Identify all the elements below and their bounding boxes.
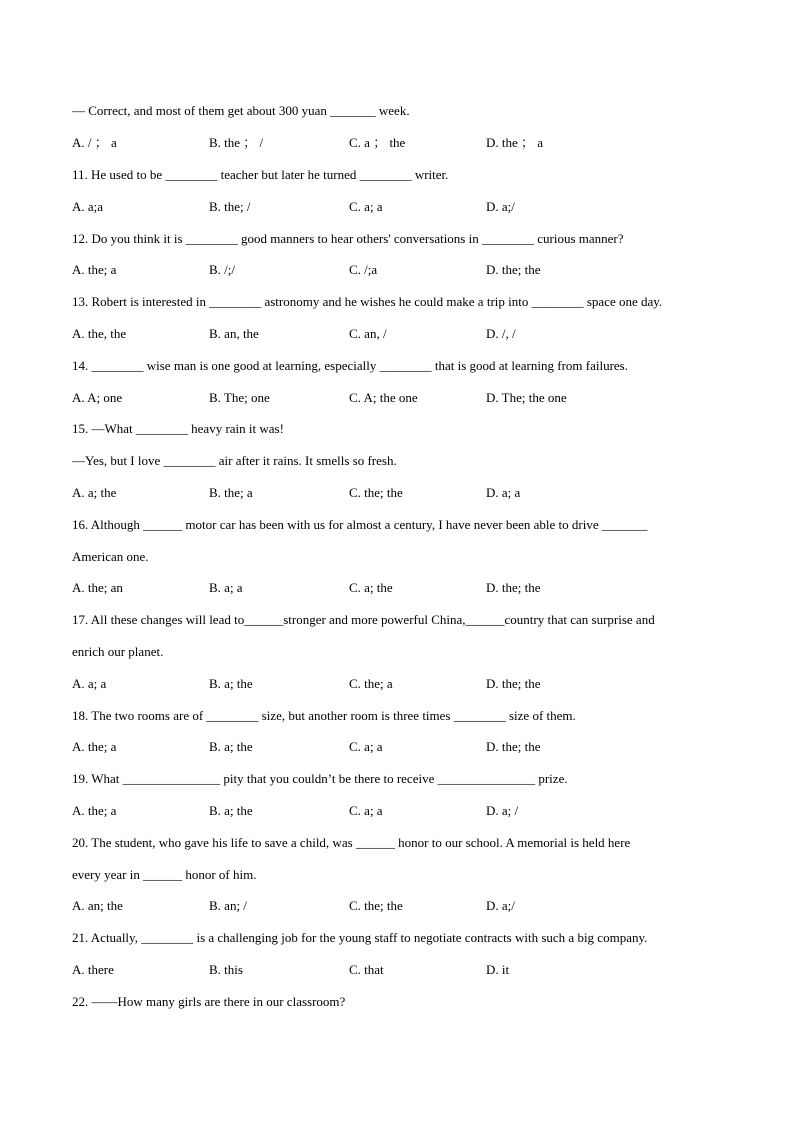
question-13-options xyxy=(72,326,752,342)
question-15-option-b: B. the; a xyxy=(209,485,253,500)
question-18-option-b: B. a; the xyxy=(209,739,253,754)
question-10-option-a: A. / ； a xyxy=(72,135,117,150)
question-21-options xyxy=(72,962,752,978)
question-13-option-d: D. /, / xyxy=(486,326,516,341)
question-10-option-b: B. the ； / xyxy=(209,135,264,150)
question-13-option-a: A. the, the xyxy=(72,326,127,341)
question-17-option-d: D. the; the xyxy=(486,676,541,691)
question-12-option-d: D. the; the xyxy=(486,262,541,277)
question-18-option-a: A. the; a xyxy=(72,739,117,754)
question-17-option-c: C. the; a xyxy=(349,676,393,691)
question-18-options xyxy=(72,739,752,755)
question-16-option-c: C. a; the xyxy=(349,580,393,595)
question-17-option-b: B. a; the xyxy=(209,676,253,691)
question-21-option-c: C. that xyxy=(349,962,384,977)
question-20-line-2: every year in ______ honor of him. xyxy=(72,867,257,882)
question-15-option-a: A. a; the xyxy=(72,485,117,500)
question-16-option-b: B. a; a xyxy=(209,580,243,595)
question-12-line-1: 12. Do you think it is ________ good manners to hear others' conversations in ________ curious manner? xyxy=(72,231,624,246)
question-15-option-c: C. the; the xyxy=(349,485,403,500)
question-19-options xyxy=(72,803,752,819)
question-22-line-1: 22. ——How many girls are there in our classroom? xyxy=(72,994,346,1009)
question-14-options xyxy=(72,390,752,406)
question-10-line-1: — Correct, and most of them get about 300 yuan _______ week. xyxy=(72,103,410,118)
question-19-option-c: C. a; a xyxy=(349,803,383,818)
question-18-option-c: C. a; a xyxy=(349,739,383,754)
question-17-line-1: 17. All these changes will lead to______stronger and more powerful China,______country that can surprise and xyxy=(72,612,655,627)
question-20-line-1: 20. The student, who gave his life to save a child, was ______ honor to our school. A memorial is held here xyxy=(72,835,631,850)
question-12-option-b: B. /;/ xyxy=(209,262,236,277)
question-21-line-1: 21. Actually, ________ is a challenging job for the young staff to negotiate contracts with such a big company. xyxy=(72,930,648,945)
question-11-option-d: D. a;/ xyxy=(486,199,515,214)
question-14-line-1: 14. ________ wise man is one good at learning, especially ________ that is good at learning from failures. xyxy=(72,358,628,373)
question-11-option-c: C. a; a xyxy=(349,199,383,214)
question-20-option-a: A. an; the xyxy=(72,898,123,913)
question-19-option-d: D. a; / xyxy=(486,803,519,818)
question-20-option-b: B. an; / xyxy=(209,898,247,913)
question-19-line-1: 19. What _______________ pity that you couldn’t be there to receive _______________ prize. xyxy=(72,771,568,786)
question-21-option-a: A. there xyxy=(72,962,114,977)
question-16-option-a: A. the; an xyxy=(72,580,123,595)
question-17-line-2: enrich our planet. xyxy=(72,644,164,659)
question-18-option-d: D. the; the xyxy=(486,739,541,754)
question-13-option-c: C. an, / xyxy=(349,326,387,341)
question-14-option-b: B. The; one xyxy=(209,390,270,405)
question-20-options xyxy=(72,898,752,914)
question-16-line-2: American one. xyxy=(72,549,149,564)
question-18-line-1: 18. The two rooms are of ________ size, but another room is three times ________ size of them. xyxy=(72,708,576,723)
question-15-line-2: —Yes, but I love ________ air after it rains. It smells so fresh. xyxy=(72,453,397,468)
question-11-options xyxy=(72,199,752,215)
question-10-option-c: C. a ； the xyxy=(349,135,406,150)
question-15-options xyxy=(72,485,752,501)
question-11-line-1: 11. He used to be ________ teacher but later he turned ________ writer. xyxy=(72,167,449,182)
question-11-option-b: B. the; / xyxy=(209,199,251,214)
question-16-option-d: D. the; the xyxy=(486,580,541,595)
question-10-options xyxy=(72,135,752,151)
question-14-option-a: A. A; one xyxy=(72,390,123,405)
question-20-option-d: D. a;/ xyxy=(486,898,515,913)
question-10-option-d: D. the ； a xyxy=(486,135,544,150)
question-15-line-1: 15. —What ________ heavy rain it was! xyxy=(72,421,284,436)
question-17-options xyxy=(72,676,752,692)
question-13-option-b: B. an, the xyxy=(209,326,259,341)
question-19-option-a: A. the; a xyxy=(72,803,117,818)
question-11-option-a: A. a;a xyxy=(72,199,104,214)
question-14-option-d: D. The; the one xyxy=(486,390,567,405)
question-17-option-a: A. a; a xyxy=(72,676,107,691)
question-21-option-b: B. this xyxy=(209,962,243,977)
question-16-line-1: 16. Although ______ motor car has been with us for almost a century, I have never been able to drive _______ xyxy=(72,517,648,532)
question-16-options xyxy=(72,580,752,596)
question-19-option-b: B. a; the xyxy=(209,803,253,818)
question-21-option-d: D. it xyxy=(486,962,510,977)
question-20-option-c: C. the; the xyxy=(349,898,403,913)
question-13-line-1: 13. Robert is interested in ________ astronomy and he wishes he could make a trip into ________ space one day. xyxy=(72,294,663,309)
question-15-option-d: D. a; a xyxy=(486,485,521,500)
question-12-option-a: A. the; a xyxy=(72,262,117,277)
question-12-options xyxy=(72,262,752,278)
question-14-option-c: C. A; the one xyxy=(349,390,418,405)
question-12-option-c: C. /;a xyxy=(349,262,378,277)
